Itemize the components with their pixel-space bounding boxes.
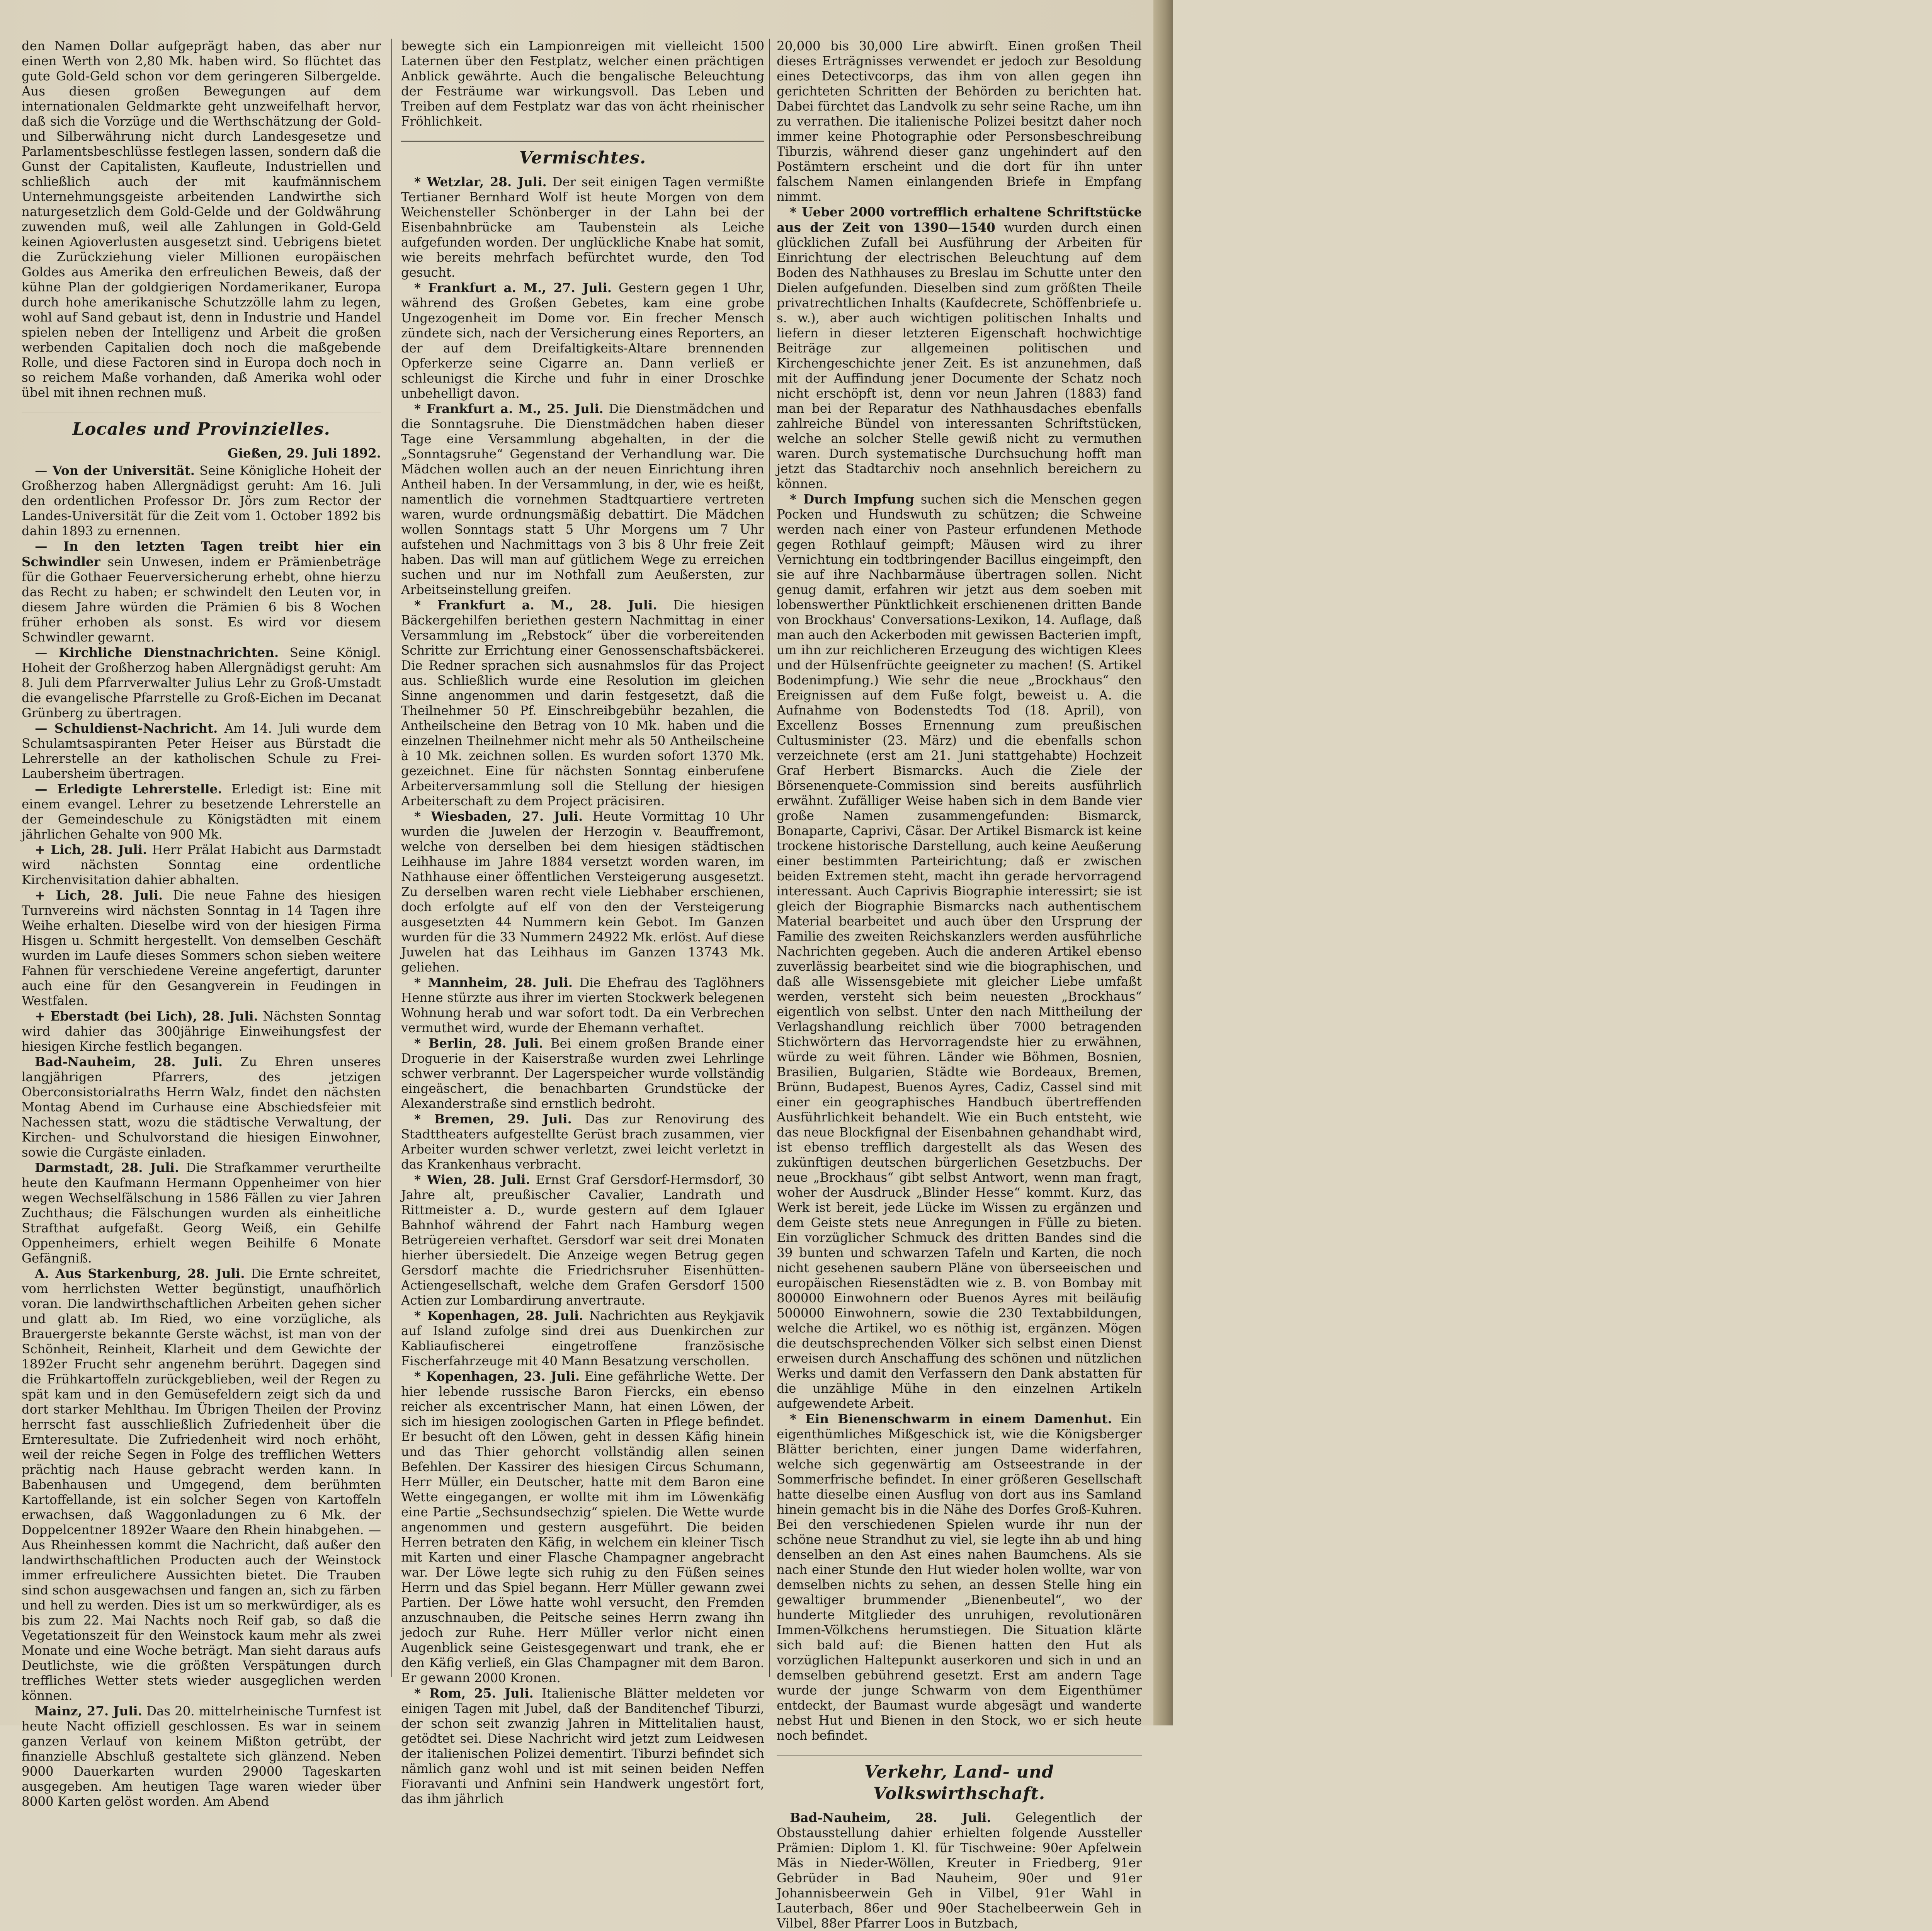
article-lead: * Frankfurt a. M., 28. Juli. bbox=[414, 597, 657, 612]
article bbox=[401, 174, 764, 280]
article bbox=[777, 1810, 1142, 1931]
article bbox=[22, 463, 381, 539]
article-lead: — Kirchliche Dienstnachrichten. bbox=[35, 645, 279, 660]
article-lead: * Durch Impfung bbox=[790, 492, 914, 507]
article-text: wurden durch einen glücklichen Zufall bei Ausführung der Arbeiten für Einrichtung der electrischen Beleuchtung auf dem Boden des Nathhauses zu Breslau im Schutte unter den Dielen aufgefunden. Dieselben sind zum größten Theile privatrechtlichen Inhalts (Kaufdecrete, Schöffenbriefe u. s. w.), aber auch wichtigen politischen Inhalts und liefern in dieser letzteren Eigenschaft hochwichtige Beiträge zur allgemeinen politischen und Kirchengeschichte jener Zeit. Es ist anzunehmen, daß mit der Auffindung jener Documente der Schatz noch nicht erschöpft ist, denn vor neun Jahren (1883) fand man bei der Reparatur des Nathhausdaches ebenfalls zahlreiche Bündel von interessanten Schriftstücken, welche an solcher Stelle gewiß nicht zu vermuthen waren. Durch systematische Durchsuchung hofft man jetzt das Stadtarchiv noch ansehnlich bereichern zu können. bbox=[777, 220, 1142, 491]
article bbox=[22, 1160, 381, 1266]
article bbox=[401, 1369, 764, 1686]
article-text: Die Ehefrau des Taglöhners Henne stürzte aus ihrer im vierten Stockwerk belegenen Wohnung herab und war sofort todt. Da ein Verbrechen vermuthet wird, wurde der Ehemann verhaftet. bbox=[401, 975, 764, 1035]
article-text: Eine gefährliche Wette. Der hier lebende russische Baron Fiercks, ein ebenso reicher als excentrischer Mann, hat einen Löwen, der sich im hiesigen zoologischen Garten in Pflege befindet. Er besucht oft den Löwen, geht in dessen Käfig hinein und das Thier gehorcht vollständig allen seinen Befehlen. Der Kassirer des hiesigen Circus Schumann, Herr Müller, ein Deutscher, hatte mit dem Baron eine Wette eingegangen, er wollte mit ihm im Löwenkäfig eine Partie „Sechsundsechzig“ spielen. Die Wette wurde angenommen und gestern ausgeführt. Die beiden Herren betraten den Käfig, in welchem ein kleiner Tisch mit Karten und einer Flasche Champagner angebracht war. Der Löwe legte sich ruhig zu den Füßen seines Herrn und das Spiel begann. Herr Müller gewann zwei Partien. Der Löwe hatte wohl versucht, den Fremden anzuschnauben, die Peitsche seines Herrn zwang ihn jedoch zur Ruhe. Herr Müller verlor nicht einen Augenblick seine Geistesgegenwart und trank, ehe er den Käfig verließ, ein Glas Champagner mit dem Baron. Er gewann 2000 Kronen. bbox=[401, 1369, 764, 1685]
article bbox=[401, 597, 764, 809]
column-3 bbox=[777, 39, 1142, 1931]
article-text: Die hiesigen Bäckergehilfen beriethen gestern Nachmittag in einer Versammlung im „Rebstock“ über die vorbereitenden Schritte zur Errichtung einer Genossenschaftsbäckerei. Die Redner sprachen sich ausnahmslos für das Project aus. Schließlich wurde eine Resolution im gleichen Sinne angenommen und darin festgesetzt, daß die Theilnehmer 50 Pf. Einschreibgebühr bezahlen, die Antheilscheine den Betrag von 10 Mk. haben und die einzelnen Theilnehmer nicht mehr als 50 Antheilscheine à 10 Mk. zeichnen sollen. Es wurden sofort 1370 Mk. gezeichnet. Eine für nächsten Sonntag einberufene Arbeiterversammlung soll die Stellung der hiesigen Arbeiterschaft zu dem Project präcisiren. bbox=[401, 598, 764, 808]
article-lead: + Lich, 28. Juli. bbox=[35, 888, 163, 903]
article bbox=[22, 645, 381, 721]
article-lead: — Schuldienst-Nachricht. bbox=[35, 721, 218, 736]
article-text: Der seit einigen Tagen vermißte Tertianer Bernhard Wolf ist heute Morgen von dem Weichensteller Schönberger in der Lahn bei der Eisenbahnbrücke am Taubenstein als Leiche aufgefunden worden. Der unglückliche Knabe hat somit, wie bereits mehrfach befürchtet wurde, den Tod gesucht. bbox=[401, 175, 764, 280]
article-lead: — In den letzten Tagen treibt hier ein Schwindler bbox=[22, 539, 381, 569]
article-lead: * Ueber 2000 vortrefflich erhaltene Schriftstücke aus der Zeit von 1390—1540 bbox=[777, 204, 1142, 235]
article bbox=[401, 1308, 764, 1369]
article-text: Nachrichten aus Reykjavik auf Island zufolge sind drei aus Duenkirchen zur Kabliaufischerei eingetroffene französische Fischerfahrzeuge mit 40 Mann Besatzung verschollen. bbox=[401, 1308, 764, 1368]
article-lead: * Ein Bienenschwarm in einem Damenhut. bbox=[790, 1411, 1112, 1426]
article bbox=[22, 1009, 381, 1054]
article-text: Seine Königl. Hoheit der Großherzog haben Allergnädigst geruht: Am 8. Juli dem Pfarrverwalter Julius Lehr zu Groß-Umstadt die evangelische Pfarrstelle zu Groß-Eichen im Decanat Grünberg zu übertragen. bbox=[22, 645, 381, 720]
article-lead: * Frankfurt a. M., 25. Juli. bbox=[414, 401, 604, 416]
article-lead: Mainz, 27. Juli. bbox=[35, 1703, 143, 1718]
article-text: Die neue Fahne des hiesigen Turnvereins wird nächsten Sonntag in 14 Tagen ihre Weihe erhalten. Dieselbe wird von der hiesigen Firma Hisgen u. Schmitt hergestellt. Von demselben Geschäft wurden im Laufe dieses Sommers schon sieben weitere Fahnen für verschiedene Vereine angefertigt, darunter auch eine für den Gesangverein in Feudingen in Westfalen. bbox=[22, 888, 381, 1008]
article bbox=[777, 204, 1142, 492]
article-lead: + Eberstadt (bei Lich), 28. Juli. bbox=[35, 1009, 259, 1024]
article-text: Die Strafkammer verurtheilte heute den Kaufmann Hermann Oppenheimer von hier wegen Wechselfälschung in 1586 Fällen zu vier Jahren Zuchthaus; die Fälschungen wurden als einheitliche Strafthat aufgefaßt. Georg Weiß, ein Gehilfe Oppenheimers, erhielt wegen Beihilfe 6 Monate Gefängniß. bbox=[22, 1160, 381, 1266]
column-rule bbox=[391, 39, 392, 1677]
article-lead: * Wien, 28. Juli. bbox=[414, 1172, 530, 1187]
article-lead: Bad-Nauheim, 28. Juli. bbox=[35, 1054, 223, 1069]
column-2 bbox=[401, 39, 765, 1806]
article bbox=[401, 401, 764, 597]
intro-paragraph: bewegte sich ein Lampionreigen mit vielleicht 1500 Laternen über den Festplatz, welcher einen prächtigen Anblick gewährte. Auch die bengalische Beleuchtung der Festräume war wirkungsvoll. Das Leben und Treiben auf dem Festplatz war das von ächt rheinischer Fröhlichkeit. bbox=[401, 39, 764, 129]
article-lead: * Berlin, 28. Juli. bbox=[414, 1036, 543, 1051]
article bbox=[401, 975, 764, 1036]
article-lead: A. Aus Starkenburg, 28. Juli. bbox=[35, 1266, 245, 1281]
article bbox=[22, 539, 381, 645]
article-text: Das 20. mittelrheinische Turnfest ist heute Nacht offiziell geschlossen. Es war in seinem ganzen Verlauf von keinem Mißton getrübt, der finanzielle Abschluß gestaltete sich glänzend. Neben 9000 Dauerkarten wurden 29000 Tageskarten ausgegeben. Am heutigen Tage waren wieder über 8000 Karten gelöst worden. Am Abend bbox=[22, 1704, 381, 1809]
article-text: Bei einem großen Brande einer Droguerie in der Kaiserstraße wurden zwei Lehrlinge schwer verbrannt. Der Lagerspeicher wurde vollständig eingeäschert, die benachbarten Grundstücke der Alexanderstraße sind ernstlich bedroht. bbox=[401, 1036, 764, 1111]
article-text: Seine Königliche Hoheit der Großherzog haben Allergnädigst geruht: Am 16. Juli den ordentlichen Professor Dr. Jörs zum Rector der Landes-Universität für die Zeit vom 1. October 1892 bis dahin 1893 zu ernennen. bbox=[22, 463, 381, 538]
article bbox=[777, 492, 1142, 1411]
article bbox=[401, 280, 764, 401]
article-text: Ein eigenthümliches Mißgeschick ist, wie die Königsberger Blätter berichten, einer jungen Dame widerfahren, welche sich gegenwärtig am Ostseestrande in der Sommerfrische befindet. In einer größeren Gesellschaft hatte dieselbe einen Ausflug von dort aus ins Samland hinein gemacht bis in die Nähe des Dorfes Groß-Kuhren. Bei den verschiedenen Spielen wurde ihr nun der schöne neue Strandhut zu viel, sie legte ihn ab und hing denselben an den Ast eines nahen Baumchens. Als sie nach einer Stunde den Hut wieder holen wollte, war von demselben nichts zu sehen, an dessen Stelle hing ein gewaltiger brummender „Bienenbeutel“, wo der hunderte Mitglieder des unruhigen, revolutionären Immen-Völkchens herumstiegen. Die Situation klärte sich bald auf: die Bienen hatten den Hut als vorzüglichen Haltepunkt auserkoren und sich in und an demselben gebührend gesetzt. Erst am andern Tage wurde der junge Schwarm von dem Eigenthümer entdeckt, der Baumast wurde abgesägt und wanderte nebst Hut und Bienen in den Stock, wo er sich heute noch befindet. bbox=[777, 1412, 1142, 1743]
article-lead: * Kopenhagen, 28. Juli. bbox=[414, 1308, 583, 1323]
article-lead: — Von der Universität. bbox=[35, 463, 195, 478]
intro-paragraph: 20,000 bis 30,000 Lire abwirft. Einen großen Theil dieses Erträgnisses verwendet er jedoch zur Besoldung eines Detectivcorps, das ihm von allen gegen ihn gerichteten Schritten der Behörden zu berichten hat. Dabei fürchtet das Landvolk zu sehr seine Rache, um ihn zu verrathen. Die italienische Polizei besitzt daher noch immer keine Photographie oder Personsbeschreibung Tiburzis, während dieser ganz ungehindert auf den Postämtern erscheint und die dort für ihn unter falschem Namen einlangenden Briefe in Empfang nimmt. bbox=[777, 39, 1142, 204]
article-lead: Bad-Nauheim, 28. Juli. bbox=[790, 1810, 991, 1825]
article bbox=[777, 1411, 1142, 1743]
article bbox=[22, 781, 381, 842]
column-rule bbox=[769, 39, 770, 1677]
article-text: Die Ernte schreitet, vom herrlichsten Wetter begünstigt, unaufhörlich voran. Die landwirthschaftlichen Arbeiten gehen sicher und glatt ab. Im Ried, wo eine vorzügliche, als Brauergerste bekannte Gerste wächst, ist man von der Schönheit, Reinheit, Klarheit und dem Gewichte der 1892er Frucht sehr angenehm berührt. Dagegen sind die Frühkartoffeln zurückgeblieben, weil der Regen zu spät kam und in den Gemüsefeldern zeigt sich da und dort starker Mehlthau. Im Übrigen Theilen der Provinz herrscht fast ausschließlich Zufriedenheit über die Ernteresultate. Die Zufriedenheit wird noch erhöht, weil der reiche Segen in Folge des trefflichen Wetters prächtig nach Hause gebracht werden kann. In Babenhausen und Umgegend, dem berühmten Kartoffellande, ist ein solcher Segen von Kartoffeln erwachsen, daß Waggonladungen zu 6 Mk. der Doppelcentner 1892er Waare den Rhein hinabgehen. — Aus Rheinhessen kommt die Nachricht, daß außer den landwirthschaftlichen Producten auch der Weinstock immer erfreulichere Aussichten bietet. Die Trauben sind schon ausgewachsen und fangen an, sich zu färben und hell zu werden. Dies ist um so merkwürdiger, als es bis zum 22. Mai Nachts noch Reif gab, so daß die Vegetationszeit für den Weinstock kaum mehr als zwei Monate und eine Woche beträgt. Man sieht daraus aufs Deutlichste, wie die größten Verspätungen durch treffliches Wetter stets wieder ausgeglichen werden können. bbox=[22, 1266, 381, 1703]
column-1 bbox=[22, 39, 381, 1809]
article-lead: * Kopenhagen, 23. Juli. bbox=[414, 1369, 580, 1384]
article-text: Gelegentlich der Obstausstellung dahier erhielten folgende Aussteller Prämien: Diplom 1. Kl. für Tischweine: 90er Apfelwein Mäs in Nieder-Wöllen, Kreuter in Friedberg, 91er Gebrüder in Bad Nauheim, 90er und 91er Johannisbeerwein Geh in Vilbel, 91er Wahl in Lauterbach, 86er und 90er Stachelbeerwein Geh in Vilbel, 88er Pfarrer Loos in Butzbach, bbox=[777, 1810, 1142, 1931]
article-text: Heute Vormittag 10 Uhr wurden die Juwelen der Herzogin v. Beauffremont, welche von derselben bei dem hiesigen städtischen Leihhause im Jahre 1884 versetzt worden waren, im Nathhause einer öffentlichen Versteigerung ausgesetzt. Zu derselben waren recht viele Liebhaber erschienen, doch erfolgte auf elf von den der Versteigerung ausgesetzten 44 Nummern kein Gebot. Im Ganzen wurden für die 33 Nummern 24922 Mk. erlöst. Auf diese Juwelen hat das Leihhaus im Ganzen 13743 Mk. geliehen. bbox=[401, 809, 765, 975]
article-lead: * Frankfurt a. M., 27. Juli. bbox=[414, 280, 612, 295]
article bbox=[401, 809, 764, 975]
article bbox=[22, 1266, 381, 1703]
article-lead: * Mannheim, 28. Juli. bbox=[414, 975, 573, 990]
article bbox=[401, 1686, 764, 1807]
adjacent-page-edge bbox=[1153, 0, 1173, 1725]
intro-paragraph: den Namen Dollar aufgeprägt haben, das aber nur einen Werth von 2,80 Mk. haben wird. So flüchtet das gute Gold-Geld schon vor dem geringeren Silbergelde. Aus diesen großen Bewegungen auf dem internationalen Geldmarkte geht unzweifelhaft hervor, daß sich die Vorzüge und die Werthschätzung der Gold- und Silberwährung nicht durch Landesgesetze und Parlamentsbeschlüsse festlegen lassen, sondern daß die Gunst der Capitalisten, Kaufleute, Industriellen und schließlich auch der mit kaufmännischem Unternehmungsgeiste arbeitenden Landwirthe sich naturgesetzlich dem Gold-Gelde und der Goldwährung zuwenden muß, weil alle Zahlungen in Gold-Geld keinen Agioverlusten ausgesetzt sind. Uebrigens bietet die Zurückziehung vieler Millionen europäischen Goldes aus Amerika den erfreulichen Beweis, daß der kühne Plan der goldgierigen Nordamerikaner, Europa durch hohe amerikanische Schutzzölle lahm zu legen, wohl auf Sand gebaut ist, denn in Industrie und Handel spielen neben der Intelligenz und Arbeit die großen werbenden Capitalien doch noch die maßgebende Rolle, und diese Factoren sind in Europa doch noch in so reichem Maße vorhanden, daß Amerika wohl oder übel mit ihnen rechnen muß. bbox=[22, 39, 381, 400]
article-lead: Darmstadt, 28. Juli. bbox=[35, 1160, 179, 1175]
article-text: suchen sich die Menschen gegen Pocken und Hundswuth zu schützen; die Schweine werden nach einer von Pasteur erfundenen Methode gegen Rothlauf geimpft; Mäusen wird zu ihrer Vernichtung ein todtbringender Bacillus eingeimpft, den sie auf ihre Nachbarmäuse übertragen sollen. Nicht genug damit, erfahren wir jetzt aus dem soeben mit lobenswerther Pünktlichkeit erschienenen dritten Bande von Brockhaus' Conversations-Lexikon, 14. Auflage, daß man auch den Ackerboden mit gewissen Bacterien impft, um ihn zur reichlicheren Erzeugung des wichtigen Klees und der Hülsenfrüchte geeigneter zu machen! (S. Artikel Bodenimpfung.) Wie sehr die neue „Brockhaus“ den Ereignissen auf dem Fuße folgt, beweist u. A. die Aufnahme von Bodenstedts Tod (18. April), von Excellenz Bosses Ernennung zum preußischen Cultusminister (23. März) und die ebenfalls schon verzeichnete (erst am 21. Juni stattgehabte) Hochzeit Graf Herbert Bismarcks. Auch die Ziele der Börsenenquete-Commission sind bereits ausführlich erwähnt. Zufälliger Weise haben sich in dem Bande vier große Namen zusammengefunden: Bismarck, Bonaparte, Caprivi, Cäsar. Der Artikel Bismarck ist keine trockene historische Darstellung, auch keine Aeußerung einer bestimmten Parteirichtung; daß er zwischen beiden Extremen steht, macht ihn gerade hervorragend interessant. Auch Caprivis Biographie interessirt; sie ist gleich der Biographie Bismarcks nach authentischem Material bearbeitet und auch über den Ursprung der Familie des zweiten Reichskanzlers werden ausführliche Nachrichten gegeben. Auch die anderen Artikel ebenso zuverlässig bearbeitet sind wie die biographischen, und daß alle Wissensgebiete mit gleicher Liebe umfaßt werden, versteht sich beim neuesten „Brockhaus“ eigentlich von selbst. Unter den nach Mittheilung der Verlagshandlung reichlich über 7000 betragenden Stichwörtern das Hervorragendste hier zu erwähnen, würde zu weit führen. Länder wie Böhmen, Bosnien, Brasilien, Bulgarien, Städte wie Bordeaux, Bremen, Brünn, Budapest, Buenos Ayres, Cadiz, Cassel sind mit einer ein geographisches Handbuch übertreffenden Ausführlichkeit behandelt. Wie ein Buch entsteht, wie das neue Blockfignal der Eisenbahnen gehandhabt wird, ist ebenso trefflich dargestellt als das Wesen des zukünftigen deutschen bürgerlichen Gesetzbuchs. Der neue „Brockhaus“ gibt selbst Antwort, wenn man fragt, woher der Ausdruck „Blinder Hesse“ kommt. Kurz, das Werk ist bereit, jede Lücke im Wissen zu ergänzen und dem Geiste stets neue Anregungen in Fülle zu bieten. Ein vorzüglicher Schmuck des dritten Bandes sind die 39 bunten und schwarzen Tafeln und Karten, die noch nicht gesehenen saubern Pläne von überseeischen und europäischen Riesenstädten wie z. B. von Bombay mit 800000 Einwohnern oder Buenos Ayres mit beiläufig 500000 Einwohnern, sowie die 230 Textabbildungen, welche die Artikel, wo es nöthig ist, ergänzen. Mögen die deutschsprechenden Völker sich selbst einen Dienst erweisen durch Anschaffung des schönen und nützlichen Werks und damit den Verfassern den Dank abstatten für die unzählige Mühe in den einzelnen Artikeln aufgewendete Arbeit. bbox=[777, 492, 1142, 1411]
article-text: Zu Ehren unseres langjährigen Pfarrers, des jetzigen Oberconsistorialraths Herrn Walz, findet den nächsten Montag Abend im Curhause eine Abschiedsfeier mit Nachessen statt, wozu die städtische Verwaltung, der Kirchen- und Schulvorstand die hiesigen Einwohner, sowie die Curgäste einladen. bbox=[22, 1055, 381, 1160]
article bbox=[401, 1111, 764, 1172]
article-list bbox=[401, 174, 764, 1807]
article-list bbox=[22, 463, 381, 1809]
article-text: Das zur Renovirung des Stadttheaters aufgestellte Gerüst brach zusammen, vier Arbeiter wurden schwer verletzt, zwei leicht verletzt in das Krankenhaus verbracht. bbox=[401, 1112, 764, 1172]
section-title: Verkehr, Land- und Volkswirthschaft. bbox=[777, 1755, 1142, 1805]
article bbox=[22, 1703, 381, 1809]
article bbox=[22, 842, 381, 888]
dateline: Gießen, 29. Juli 1892. bbox=[227, 446, 381, 461]
article bbox=[22, 888, 381, 1009]
article-lead: + Lich, 28. Juli. bbox=[35, 842, 147, 857]
article-text: Am 14. Juli wurde dem Schulamtsaspiranten Peter Heiser aus Bürstadt die Lehrerstelle an der katholischen Schule zu Frei-Laubersheim übertragen. bbox=[22, 721, 381, 781]
article-text: Erledigt ist: Eine mit einem evangel. Lehrer zu besetzende Lehrerstelle an der Gemeindeschule zu Königstädten mit einem jährlichen Gehalte von 900 Mk. bbox=[22, 782, 381, 842]
article-lead: * Rom, 25. Juli. bbox=[414, 1686, 534, 1701]
article bbox=[22, 1054, 381, 1160]
article-lead: * Wetzlar, 28. Juli. bbox=[414, 174, 547, 189]
article-text: Ernst Graf Gersdorf-Hermsdorf, 30 Jahre alt, preußischer Cavalier, Landrath und Rittmeister a. D., wurde gestern auf dem Iglauer Bahnhof während der Fahrt nach Hamburg wegen Betrügereien verhaftet. Gersdorf war seit drei Monaten hierher übersiedelt. Die Anzeige wegen Betrug gegen Gersdorf machte die Friedrichsruher Eisenhütten-Actiengesellschaft, welche dem Grafen Gersdorf 1500 Actien zur Lombardirung anvertraute. bbox=[401, 1172, 764, 1308]
article-text: Die Dienstmädchen und die Sonntagsruhe. Die Dienstmädchen haben dieser Tage eine Versammlung abgehalten, in der die „Sonntagsruhe“ Gegenstand der Verhandlung war. Die Mädchen wollen auch an der neuen Einrichtung ihren Antheil haben. In der Versammlung, in der, wie es heißt, namentlich die vornehmen Stadtquartiere vertreten waren, wurde ordnungsmäßig debattirt. Die Mädchen wollen Sonntags statt 5 Uhr Morgens um 7 Uhr aufstehen und Nachmittags von 3 bis 8 Uhr freie Zeit haben. Das will man auf gütlichem Wege zu erreichen suchen und nur im Nothfall zum Aeußersten, zur Arbeitseinstellung greifen. bbox=[401, 402, 764, 597]
article-lead: — Erledigte Lehrerstelle. bbox=[35, 781, 222, 796]
article-text: Italienische Blätter meldeten vor einigen Tagen mit Jubel, daß der Banditenchef Tiburzi, der schon seit zwanzig Jahren in Mittelitalien haust, getödtet sei. Diese Nachricht wird jetzt zum Leidwesen der italienischen Polizei dementirt. Tiburzi befindet sich nämlich ganz wohl und ist mit seinen beiden Neffen Fioravanti und Anfnini sein Handwerk ungestört fort, das ihm jährlich bbox=[401, 1686, 765, 1806]
article-text: Gestern gegen 1 Uhr, während des Großen Gebetes, kam eine grobe Ungezogenheit im Dome vor. Ein frecher Mensch zündete sich, nach der Versicherung eines Reporters, an der auf dem Dreifaltigkeits-Altare brennenden Opferkerze seine Cigarre an. Dann verließ er schleunigst die Kirche und fuhr in einer Droschke unbehelligt davon. bbox=[401, 281, 764, 401]
section-title: Vermischtes. bbox=[401, 141, 764, 169]
article-list bbox=[777, 204, 1142, 1743]
section-title: Locales und Provinzielles. bbox=[22, 412, 381, 440]
article-text: Herr Prälat Habicht aus Darmstadt wird nächsten Sonntag eine ordentliche Kirchenvisitation dahier abhalten. bbox=[22, 842, 381, 887]
article-text: Nächsten Sonntag wird dahier das 300jährige Einweihungsfest der hiesigen Kirche festlich begangen. bbox=[22, 1009, 381, 1054]
article-lead: * Wiesbaden, 27. Juli. bbox=[414, 809, 583, 824]
article-text: sein Unwesen, indem er Prämienbeträge für die Gothaer Feuerversicherung erhebt, ohne hierzu das Recht zu haben; er schwindelt den Leuten vor, in diesem Jahre würden die Prämien 6 bis 8 Wochen früher erhoben als sonst. Es wird vor diesem Schwindler gewarnt. bbox=[22, 555, 381, 645]
article bbox=[401, 1172, 764, 1308]
article-lead: * Bremen, 29. Juli. bbox=[414, 1111, 572, 1126]
article bbox=[22, 721, 381, 781]
article bbox=[401, 1036, 764, 1111]
